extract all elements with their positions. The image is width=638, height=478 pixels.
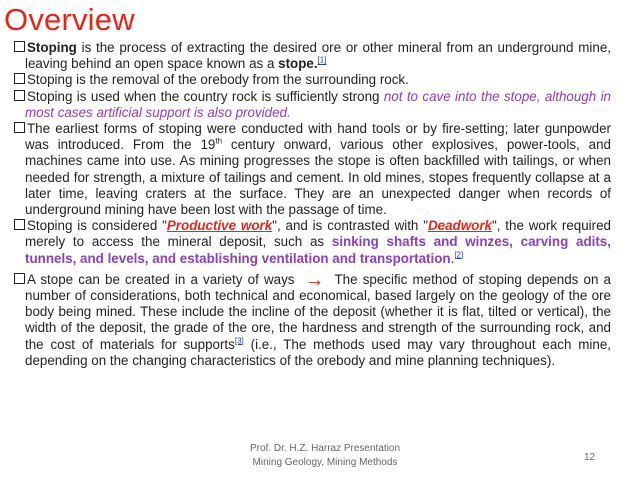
slide-body xyxy=(14,40,611,369)
slide-footer xyxy=(240,442,410,470)
page-number: 12 xyxy=(584,452,596,463)
text: A stope can be created in a variety of ways xyxy=(27,271,295,287)
bullet-productive-work xyxy=(14,218,611,267)
text: is the process of extracting the desired ore or other mineral from an underground mine, leaving behind an open space known as a xyxy=(25,40,611,72)
highlight-access-works: sinking shafts and winzes, carving adits, tunnels, and levels, and establishing ventilation and transportation xyxy=(25,234,611,266)
term-stope: stope. xyxy=(278,56,318,72)
bullet-stope-methods xyxy=(14,268,611,369)
checkbox-bullet-icon xyxy=(14,219,25,230)
term-productive-work: Productive work xyxy=(166,218,273,234)
text: century onward, various other explosives, power-tools, and machines came into use. As mining progresses the stope is often backfilled with tailings, or when needed for strength, a mixture of tailings and cement. In old mines, stopes frequently collapse at a later time, leaving craters at the surface. They are an unexpected danger when records of underground mining have been lost with the passage of time. xyxy=(25,137,611,218)
text: ", the work required merely to access the mineral deposit, such as xyxy=(25,218,611,250)
reference-link-2[interactable]: [2] xyxy=(454,250,464,260)
bullet-country-rock xyxy=(14,89,611,121)
text: (i.e., The methods used may vary throughout each mine, depending on the changing characteristics of the orebody and mine planning techniques). xyxy=(25,336,611,368)
bullet-stoping-removal xyxy=(14,72,611,88)
footer-line-2: Mining Geology, Mining Methods xyxy=(252,457,398,468)
text: . xyxy=(450,250,455,266)
bullet-stoping-definition xyxy=(14,40,611,72)
italic-note: not to cave into the stope, although in most cases artificial support is also provided. xyxy=(25,88,611,120)
footer-line-1: Prof. Dr. H.Z. Harraz Presentation xyxy=(249,443,401,454)
checkbox-bullet-icon xyxy=(14,41,25,52)
text: Stoping is the removal of the orebody from the surrounding rock. xyxy=(27,72,409,88)
checkbox-bullet-icon xyxy=(14,273,25,284)
text: Stoping is considered " xyxy=(27,218,167,234)
text: ", and is contrasted with " xyxy=(272,218,428,234)
reference-link-3[interactable]: [3] xyxy=(234,336,244,346)
text: Stoping is used when the country rock is sufficiently strong xyxy=(27,88,384,104)
slide-title: Overview xyxy=(4,2,135,37)
checkbox-bullet-icon xyxy=(14,122,25,133)
text: The earliest forms of stoping were conducted with hand tools or by fire-setting; later gunpowder was introduced. From the 19 xyxy=(25,121,611,153)
term-deadwork: Deadwork xyxy=(427,218,492,234)
checkbox-bullet-icon xyxy=(14,73,25,84)
bullet-history xyxy=(14,121,611,218)
term-stoping: Stoping xyxy=(27,40,77,55)
superscript: th xyxy=(215,136,223,146)
text: The specific method of stoping depends on a number of considerations, both technical and economical, based largely on the geology of the ore body being mined. These include the incline of the deposit (whether it is flat, tilted or vertical), the width of the deposit, the grade of the ore, the hardness and strength of the surrounding rock, and the cost of materials for supports xyxy=(25,271,611,352)
checkbox-bullet-icon xyxy=(14,90,25,101)
right-arrow-icon: → xyxy=(304,268,325,291)
reference-link-1[interactable]: [1] xyxy=(317,55,327,65)
